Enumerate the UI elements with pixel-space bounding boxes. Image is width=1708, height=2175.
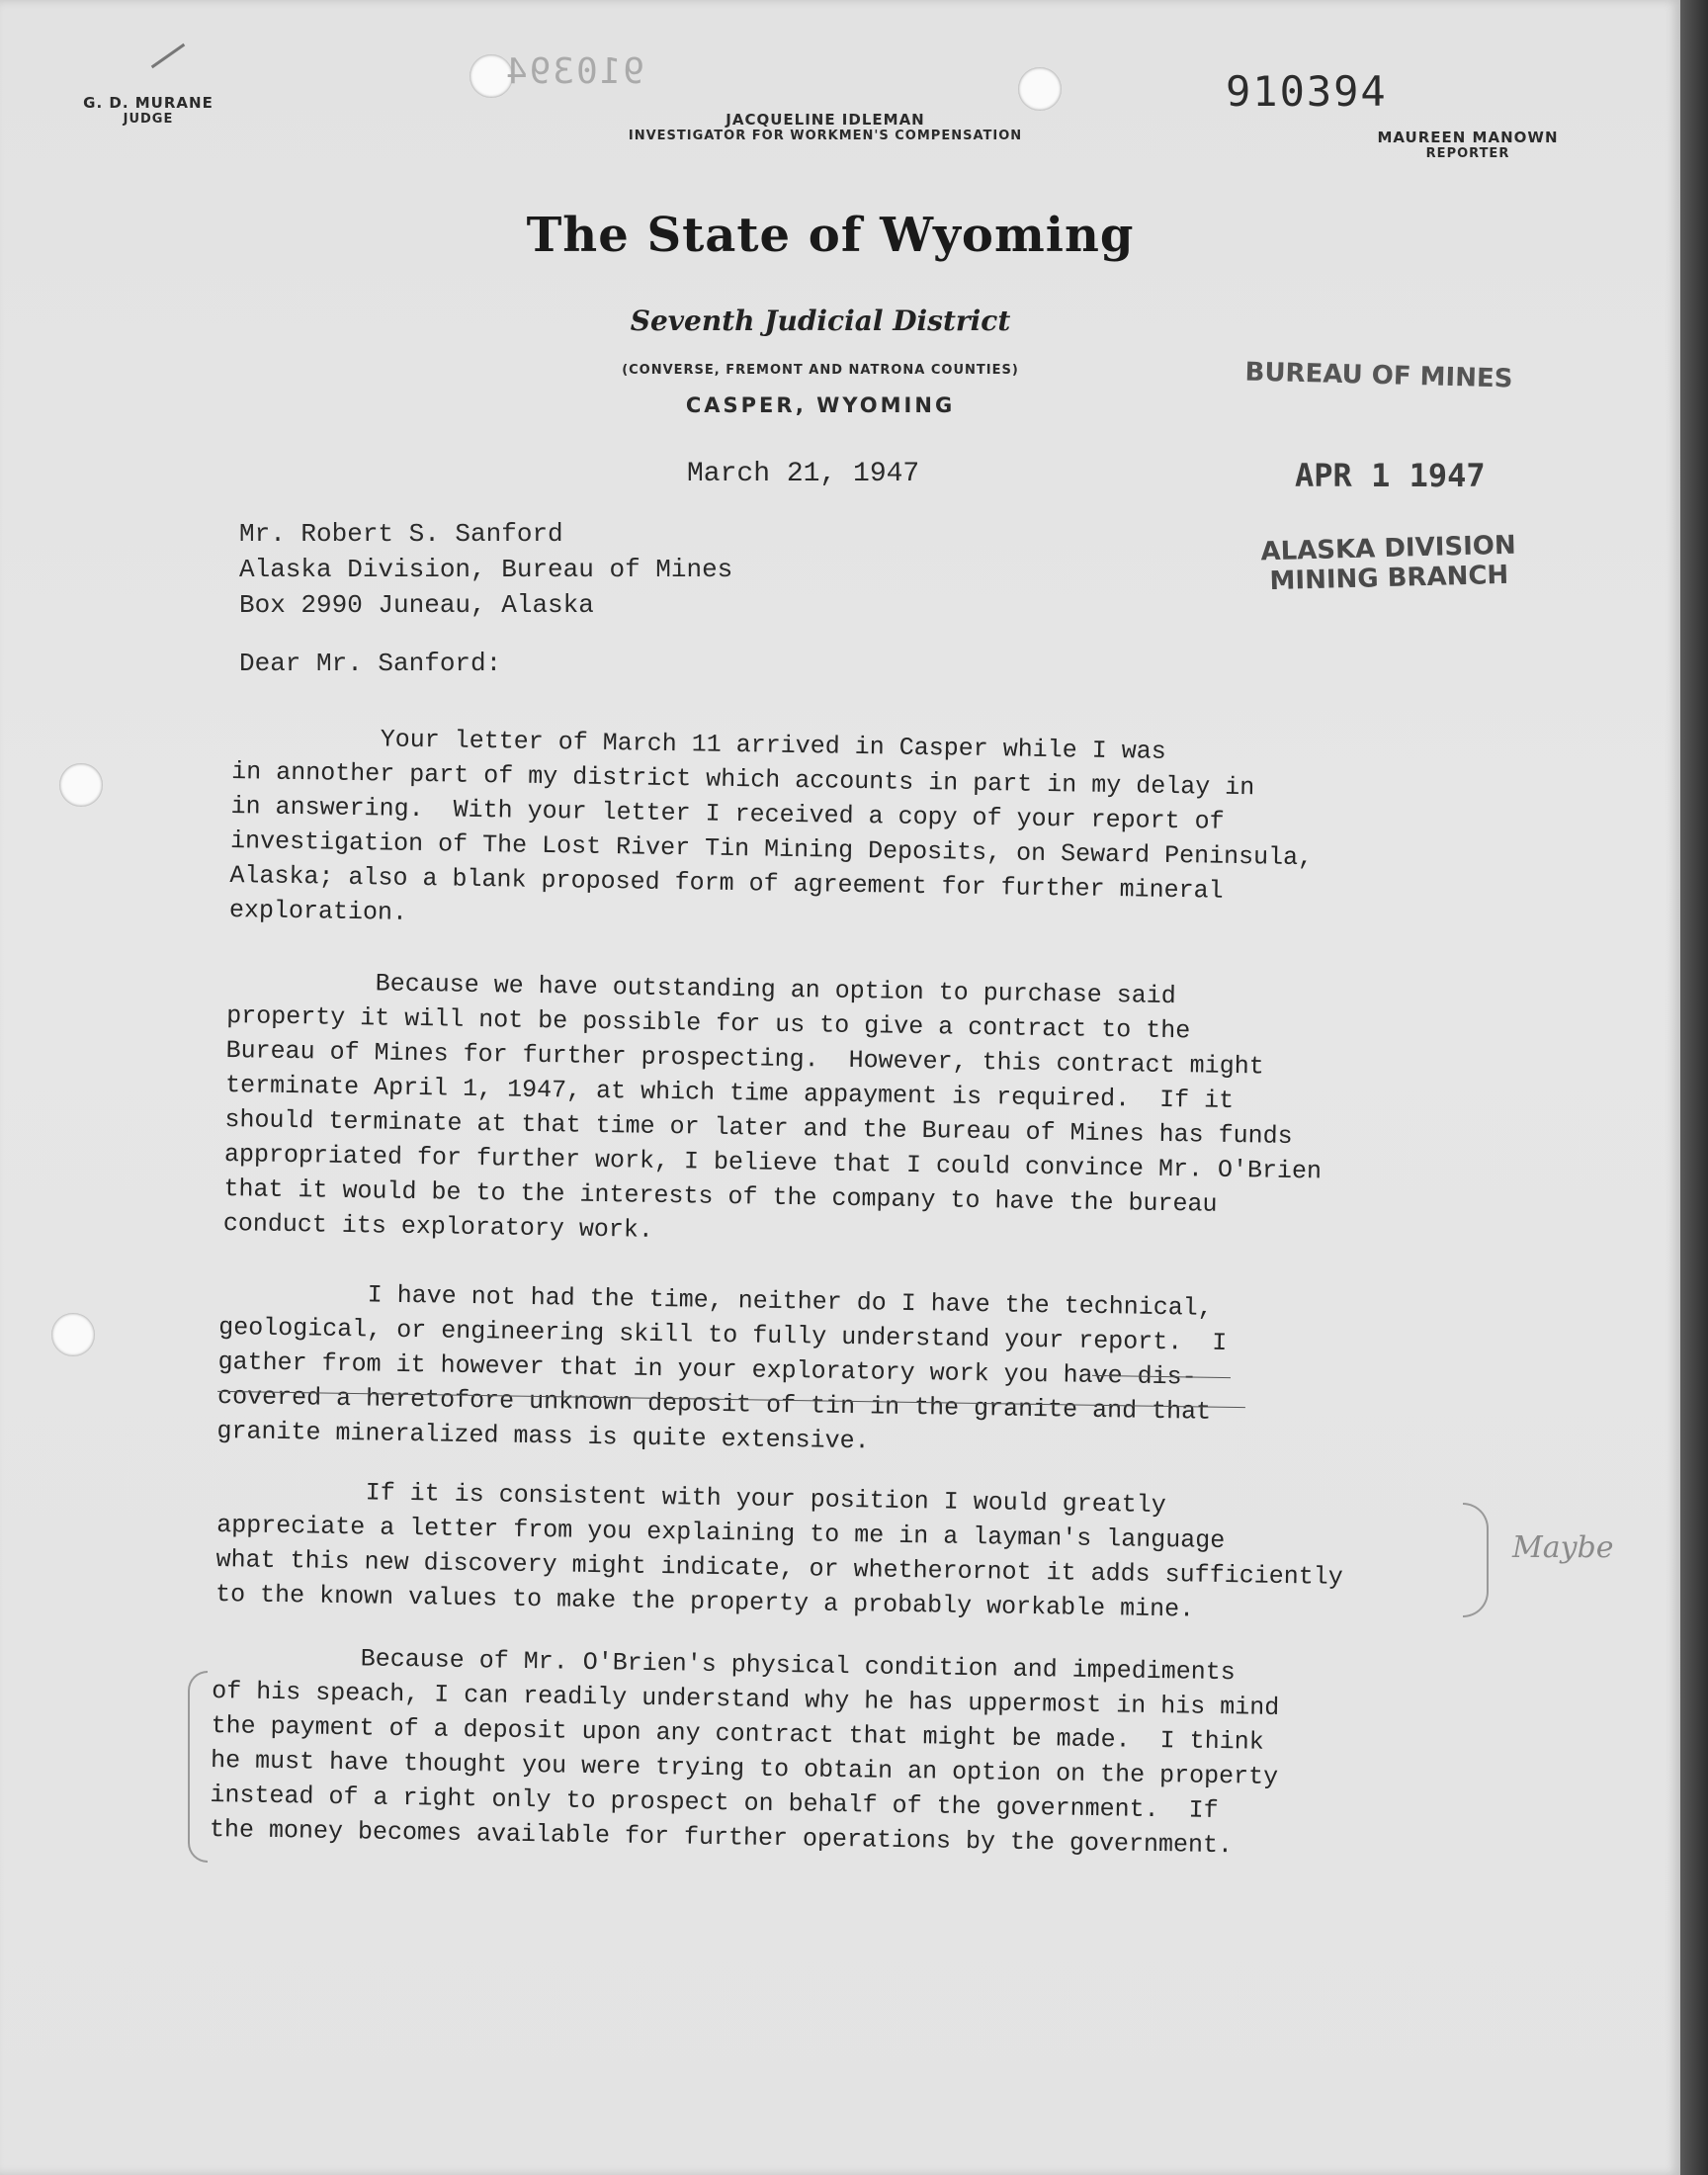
salutation: Dear Mr. Sanford: <box>239 649 502 678</box>
stamp-bureau: BUREAU OF MINES <box>1244 357 1513 394</box>
body-paragraph-5: Because of Mr. O'Brien's physical condition and impediments of his speach, I can readily understand why he has uppermost in his mind the payment of a deposit upon any contract that might be made. I think he must have thought you were trying to obtain an option on the property instead of a right only to prospect on behalf of the government. If the money becomes available for further operations by the government. <box>209 1641 1280 1861</box>
body-paragraph-4: If it is consistent with your position I would greatly appreciate a letter from you explaining to me in a layman's language what this new discovery might indicate, or whetherornot it adds sufficiently to the known values to make the property a probably workable mine. <box>214 1475 1343 1624</box>
stamp-date: APR 1 1947 <box>1295 457 1486 494</box>
letterhead-right <box>1339 129 1596 161</box>
judge-name: G. D. MURANE <box>83 94 214 112</box>
reporter-role: REPORTER <box>1425 146 1510 161</box>
inside-address <box>239 516 732 623</box>
punch-hole <box>51 1313 95 1356</box>
address-line: Mr. Robert S. Sanford <box>239 519 563 549</box>
stamp-division <box>1239 530 1537 597</box>
letterhead-title: The State of Wyoming <box>526 208 1135 263</box>
investigator-name: JACQUELINE IDLEMAN <box>726 111 925 129</box>
body-paragraph-1: Your letter of March 11 arrived in Casper while I was in annother part of my district which accounts in part in my delay in in answering. With your letter I received a copy of your report of investigation of The Lost River Tin Mining Deposits, on Seward Peninsula, Alaska; also a blank proposed form of agreement for further mineral exploration. <box>228 722 1314 927</box>
file-number: 910394 <box>1226 67 1388 116</box>
punch-hole <box>1018 67 1062 111</box>
left-margin-mark <box>188 1671 208 1863</box>
pencil-mark <box>151 44 185 68</box>
letterhead-counties: (CONVERSE, FREMONT AND NATRONA COUNTIES) <box>622 363 1019 378</box>
letter-date: March 21, 1947 <box>687 459 920 489</box>
letterhead-left <box>59 94 237 127</box>
file-number-bleedthrough: 910394 <box>504 51 645 92</box>
handwritten-note: Maybe <box>1512 1530 1614 1565</box>
punch-hole <box>59 763 103 807</box>
body-paragraph-3: I have not had the time, neither do I have the technical, geological, or engineering skill to fully understand your report. I gather from it however that in your exploratory work you have dis- covered a heretofore unknown deposit of tin in the granite and that granite mineralized mass is quite extensive. <box>216 1277 1228 1456</box>
reporter-name: MAUREEN MANOWN <box>1377 129 1559 146</box>
letterhead-city: CASPER, WYOMING <box>685 393 956 417</box>
letterhead-district: Seventh Judicial District <box>630 304 1011 337</box>
stamp-mining-branch: MINING BRANCH <box>1269 560 1509 597</box>
letterhead-center <box>593 111 1058 143</box>
right-brace-mark <box>1463 1503 1489 1617</box>
investigator-role: INVESTIGATOR FOR WORKMEN'S COMPENSATION <box>628 129 1023 143</box>
address-line: Box 2990 Juneau, Alaska <box>239 590 594 620</box>
judge-role: JUDGE <box>123 112 174 127</box>
received-stamp <box>1231 357 1528 394</box>
address-line: Alaska Division, Bureau of Mines <box>239 555 733 584</box>
body-paragraph-2: Because we have outstanding an option to purchase said property it will not be possible for us to give a contract to the Bureau of Mines for further prospecting. However, this contract might terminate April 1, 1947, at which time appayment is required. If it should terminate at that time or later and the Bureau of Mines has funds appropriated for further work, I believe that I could convince Mr. O'Brien that it would be to the interests of the company to have the bureau conduct its exploratory work. <box>222 966 1323 1245</box>
scan-edge <box>1680 0 1708 2175</box>
stamp-alaska-division: ALASKA DIVISION <box>1260 530 1517 567</box>
